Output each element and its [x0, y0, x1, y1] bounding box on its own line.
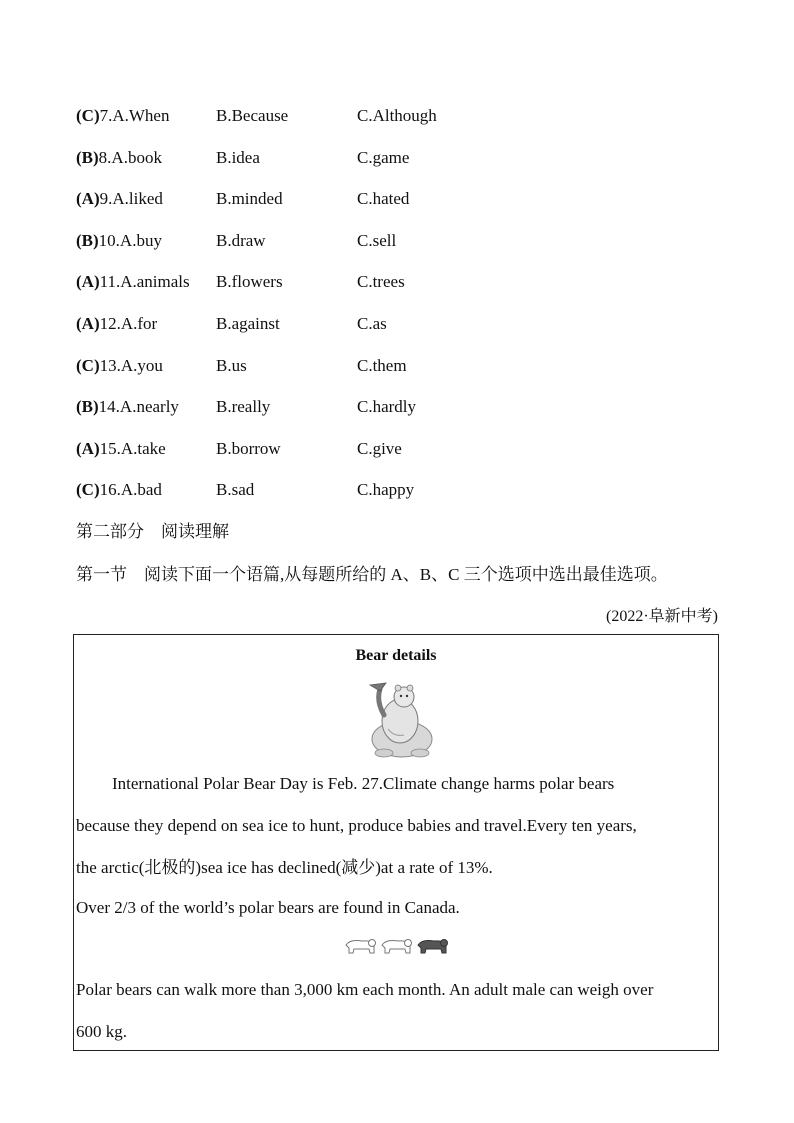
passage-box	[73, 634, 719, 1051]
option-c: C.hated	[357, 189, 410, 208]
dark-bear-icon	[418, 940, 448, 954]
option-a: 7.A.When	[99, 106, 170, 125]
answer-key: (A)	[76, 272, 100, 291]
option-a: 11.A.animals	[99, 272, 190, 291]
question-number-option-a	[76, 272, 190, 292]
question-number-option-a	[76, 189, 163, 209]
option-a: 16.A.bad	[99, 480, 162, 499]
passage-title: Bear details	[355, 647, 437, 664]
question-number-option-a	[76, 356, 163, 376]
option-b: B.idea	[216, 148, 260, 167]
option-c: C.give	[357, 439, 402, 458]
option-c: C.as	[357, 314, 387, 333]
answer-key: (B)	[76, 231, 99, 250]
answer-key: (A)	[76, 314, 100, 333]
part-heading: 第二部分 阅读理解	[76, 522, 229, 541]
passage-line: Polar bears can walk more than 3,000 km each month. An adult male can weigh over	[76, 980, 654, 999]
answer-key: (A)	[76, 439, 100, 458]
white-bear-icon	[346, 940, 376, 954]
polar-bear-illustration	[364, 679, 440, 761]
option-c: C.hardly	[357, 397, 417, 416]
option-c: C.Although	[357, 106, 437, 125]
source-note: (2022·阜新中考)	[606, 608, 718, 625]
passage-line: International Polar Bear Day is Feb. 27.Climate change harms polar bears	[112, 774, 615, 793]
option-b: B.Because	[216, 106, 289, 125]
question-number-option-a	[76, 397, 179, 417]
passage-line: the arctic(北极的)sea ice has declined(减少)at a rate of 13%.	[76, 858, 493, 877]
option-c: C.trees	[357, 272, 405, 291]
answer-key: (A)	[76, 189, 100, 208]
option-b: B.against	[216, 314, 280, 333]
option-a: 15.A.take	[99, 439, 166, 458]
option-b: B.flowers	[216, 272, 283, 291]
question-number-option-a	[76, 314, 157, 334]
passage-line: 600 kg.	[76, 1022, 127, 1041]
option-b: B.minded	[216, 189, 283, 208]
section-instruction: 第一节 阅读下面一个语篇,从每题所给的 A、B、C 三个选项中选出最佳选项。	[76, 565, 668, 584]
passage-line: because they depend on sea ice to hunt, produce babies and travel.Every ten years,	[76, 816, 637, 835]
question-number-option-a	[76, 439, 166, 459]
answer-key: (C)	[76, 106, 100, 125]
option-a: 9.A.liked	[99, 189, 163, 208]
option-c: C.happy	[357, 480, 415, 499]
answer-key: (B)	[76, 397, 99, 416]
option-a: 10.A.buy	[98, 231, 162, 250]
option-b: B.really	[216, 397, 271, 416]
question-number-option-a	[76, 106, 169, 126]
question-number-option-a	[76, 480, 162, 500]
option-c: C.them	[357, 356, 407, 375]
bear-fraction-icons	[342, 935, 454, 959]
option-a: 12.A.for	[99, 314, 158, 333]
option-b: B.sad	[216, 480, 255, 499]
answer-key: (B)	[76, 148, 99, 167]
answer-key: (C)	[76, 480, 100, 499]
option-b: B.draw	[216, 231, 266, 250]
option-c: C.sell	[357, 231, 397, 250]
white-bear-icon	[382, 940, 412, 954]
question-number-option-a	[76, 148, 162, 168]
option-a: 13.A.you	[99, 356, 163, 375]
answer-key: (C)	[76, 356, 100, 375]
option-c: C.game	[357, 148, 410, 167]
question-number-option-a	[76, 231, 162, 251]
option-b: B.us	[216, 356, 247, 375]
option-b: B.borrow	[216, 439, 281, 458]
passage-line: Over 2/3 of the world’s polar bears are found in Canada.	[76, 898, 460, 917]
option-a: 14.A.nearly	[98, 397, 179, 416]
option-a: 8.A.book	[98, 148, 162, 167]
